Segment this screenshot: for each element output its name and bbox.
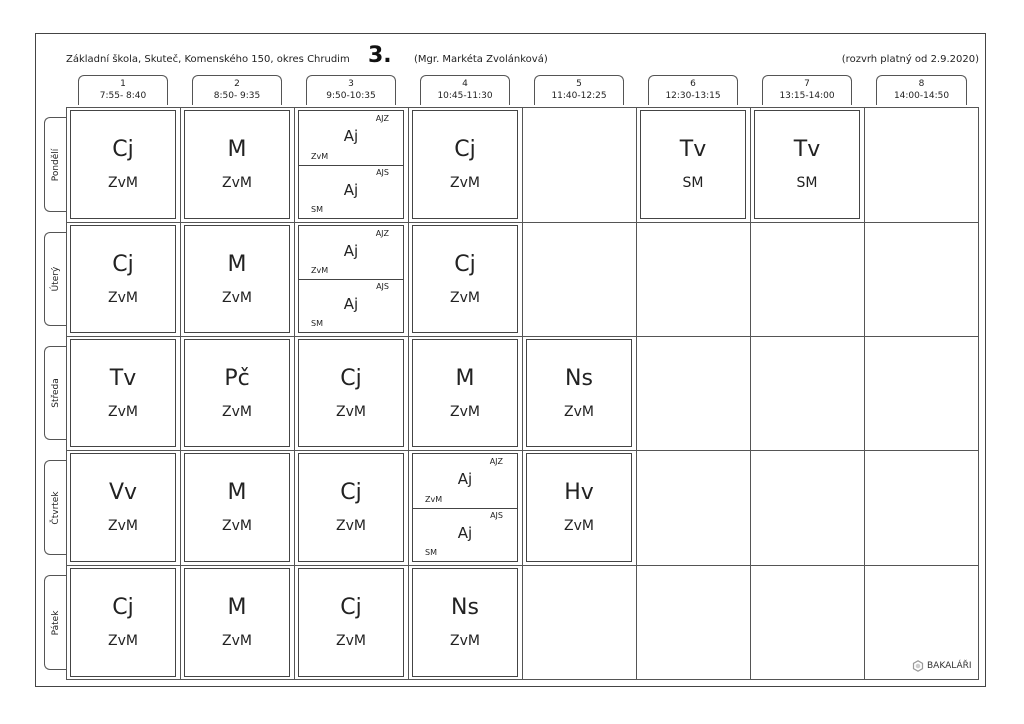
subject-abbr: Tv [679,137,707,162]
grid-column-divider [294,107,295,680]
lesson-cell[interactable] [184,568,290,677]
day-label-0 [44,117,66,212]
group-code: AJZ [375,114,389,123]
validity-date: (rozvrh platný od 2.9.2020) [841,54,979,65]
period-header-2 [192,75,282,105]
teacher-abbr: ZvM [311,151,329,161]
split-lesson-cell[interactable] [298,225,404,333]
period-time: 13:15-14:00 [779,91,835,101]
period-number: 8 [918,79,925,89]
grid-row-divider [66,450,979,451]
subject-abbr: Cj [340,480,362,505]
teacher-abbr: ZvM [222,518,252,534]
teacher-abbr: ZvM [222,633,252,649]
lesson-cell[interactable] [412,110,518,219]
lesson-cell[interactable] [298,453,404,562]
subject-abbr: M [227,252,247,277]
grid-column-divider [864,107,865,680]
period-number: 7 [804,79,810,89]
period-time: 8:50- 9:35 [213,91,261,101]
bakalari-logo-icon [912,660,924,672]
subject-abbr: Aj [343,127,359,145]
grid-row-divider [66,222,979,223]
teacher-abbr: ZvM [222,290,252,306]
split-lesson-cell[interactable] [412,453,518,562]
subject-abbr: Cj [112,137,134,162]
lesson-cell[interactable] [70,110,176,219]
subject-abbr: M [227,480,247,505]
subject-abbr: Aj [457,523,473,542]
grid-column-divider [750,107,751,680]
lesson-cell[interactable] [184,453,290,562]
group-code: AJS [376,167,389,177]
teacher-abbr: ZvM [222,404,252,420]
subject-abbr: Cj [112,252,134,277]
group-code: AJS [490,510,503,520]
lesson-cell[interactable] [412,568,518,677]
grid-row-divider [66,565,979,566]
lesson-cell[interactable] [70,225,176,333]
split-lesson-cell[interactable] [298,110,404,219]
period-header-3 [306,75,396,105]
group-lesson [299,226,403,280]
lesson-cell[interactable] [412,339,518,447]
day-label-2 [44,346,66,440]
day-label-4 [44,575,66,670]
subject-abbr: Tv [109,366,137,391]
day-name: Úterý [50,266,61,292]
period-time: 11:40-12:25 [551,91,607,101]
period-time: 7:55- 8:40 [99,91,147,101]
day-name: Čtvrtek [50,490,61,525]
lesson-cell[interactable] [70,339,176,447]
lesson-cell[interactable] [640,110,746,219]
subject-abbr: Hv [564,480,594,505]
grid-column-divider [636,107,637,680]
period-number: 3 [348,79,354,89]
teacher-abbr: ZvM [450,633,480,649]
subject-abbr: M [227,137,247,162]
teacher-abbr: ZvM [108,175,138,191]
day-label-1 [44,232,66,326]
day-name: Středa [50,378,61,408]
teacher-abbr: SM [311,319,323,328]
lesson-cell[interactable] [184,339,290,447]
period-time: 10:45-11:30 [437,91,493,101]
group-lesson [413,454,517,509]
teacher-abbr: ZvM [450,175,480,191]
day-name: Pátek [50,610,61,635]
teacher-abbr: ZvM [222,175,252,191]
teacher-abbr: ZvM [108,404,138,420]
subject-abbr: Cj [454,252,476,277]
period-header-4 [420,75,510,105]
lesson-cell[interactable] [298,568,404,677]
logo-text: BAKALÁŘI [927,661,972,671]
period-number: 5 [576,79,582,89]
period-number: 4 [462,79,468,89]
school-name: Základní škola, Skuteč, Komenského 150, okres Chrudim [66,54,350,65]
group-lesson [299,279,403,332]
period-header-7 [762,75,852,105]
class-name: 3. [368,43,392,68]
period-number: 2 [234,79,240,89]
period-header-1 [78,75,168,105]
teacher-abbr: SM [311,205,323,214]
grid-row-divider [66,336,979,337]
teacher-abbr: ZvM [108,290,138,306]
subject-abbr: Ns [565,366,593,391]
teacher-abbr: ZvM [450,290,480,306]
subject-abbr: Cj [454,137,476,162]
teacher-abbr: SM [796,175,818,191]
period-time: 12:30-13:15 [665,91,721,101]
teacher-abbr: ZvM [108,633,138,649]
group-lesson [299,111,403,166]
teacher-abbr: SM [682,175,704,191]
group-code: AJZ [489,457,503,466]
period-time: 14:00-14:50 [893,91,950,101]
teacher-abbr: ZvM [564,404,594,420]
lesson-cell[interactable] [526,453,632,562]
subject-abbr: Ns [451,595,479,620]
lesson-cell[interactable] [298,339,404,447]
subject-abbr: Tv [793,137,821,162]
period-number: 1 [120,79,126,89]
lesson-cell[interactable] [70,568,176,677]
group-code: AJZ [375,229,389,238]
group-lesson [299,165,403,219]
lesson-cell[interactable] [184,110,290,219]
teacher-abbr: ZvM [311,266,329,275]
subject-abbr: Aj [343,295,359,313]
lesson-cell[interactable] [70,453,176,562]
teacher-abbr: ZvM [450,404,480,420]
teacher-abbr: SM [425,548,437,557]
lesson-cell[interactable] [184,225,290,333]
bakalari-logo [912,660,972,672]
grid-column-divider [522,107,523,680]
period-header-5 [534,75,624,105]
teacher-abbr: ZvM [108,518,138,534]
subject-abbr: Cj [112,595,134,620]
grid-column-divider [408,107,409,680]
subject-abbr: M [227,595,247,620]
subject-abbr: Cj [340,366,362,391]
period-header-8 [876,75,967,105]
grid-column-divider [180,107,181,680]
period-time: 9:50-10:35 [326,91,376,101]
lesson-cell[interactable] [754,110,860,219]
teacher-abbr: ZvM [336,404,366,420]
period-header-6 [648,75,738,105]
teacher-abbr: ZvM [564,518,594,534]
group-lesson [413,508,517,562]
day-label-3 [44,460,66,555]
period-number: 6 [690,79,696,89]
subject-abbr: Vv [108,480,138,505]
subject-abbr: M [455,366,475,391]
lesson-cell[interactable] [412,225,518,333]
subject-abbr: Aj [457,470,473,488]
teacher-abbr: ZvM [336,518,366,534]
teacher-abbr: ZvM [425,494,443,504]
class-teacher: (Mgr. Markéta Zvolánková) [414,54,548,65]
subject-abbr: Aj [343,180,359,199]
day-name: Pondělí [50,148,61,181]
lesson-cell[interactable] [526,339,632,447]
subject-abbr: Aj [343,242,359,260]
teacher-abbr: ZvM [336,633,366,649]
group-code: AJS [376,282,389,291]
subject-abbr: Cj [340,595,362,620]
subject-abbr: Pč [224,366,250,391]
